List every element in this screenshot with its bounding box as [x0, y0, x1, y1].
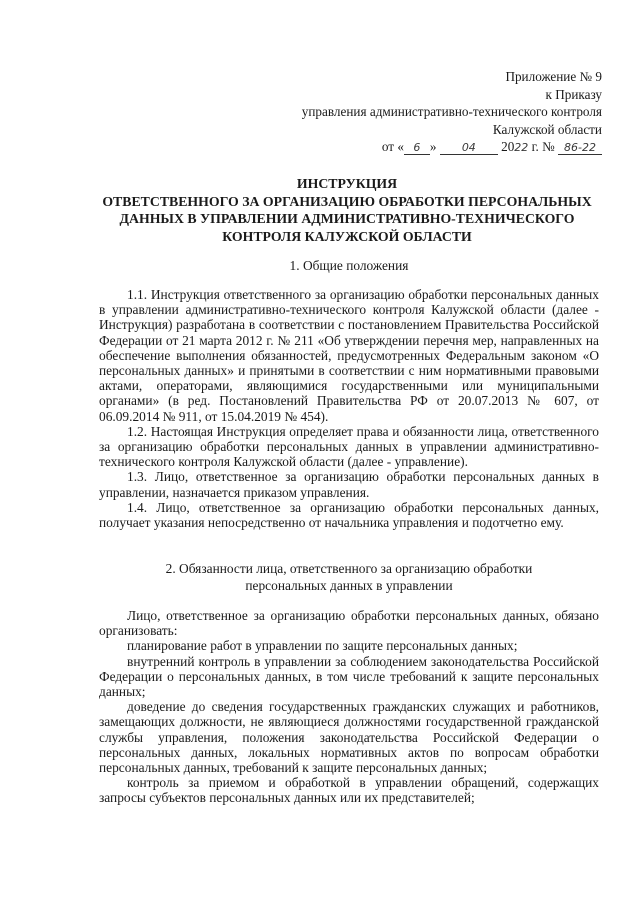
attachment-issuer: управления административно-технического контроля — [301, 104, 602, 119]
order-number: 86-22 — [558, 141, 602, 155]
date-prefix: от « — [381, 139, 404, 154]
date-mid: » — [429, 139, 437, 154]
section-1-body — [99, 287, 599, 530]
title-line-3: ДАННЫХ В УПРАВЛЕНИИ АДМИНИСТРАТИВНО-ТЕХНИЧЕСКОГО — [119, 211, 575, 226]
date-month: 04 — [440, 141, 498, 155]
attachment-region: Калужской области — [492, 121, 602, 137]
section-2-heading-line-2: персональных данных в управлении — [245, 578, 453, 593]
section-2-intro: Лицо, ответственное за организацию обработки персональных данных, обязано организовать: — [99, 608, 599, 639]
title-line-4: КОНТРОЛЯ КАЛУЖСКОЙ ОБЛАСТИ — [222, 228, 472, 244]
paragraph-1-2: 1.2. Настоящая Инструкция определяет права и обязанности лица, ответственного за организацию обработки персональных данных в управлении административно-технического контроля Калужской области (далее - управление). — [99, 423, 599, 470]
attachment-date-line — [302, 138, 602, 157]
attachment-number: Приложение № 9 — [505, 69, 602, 84]
section-2-body — [99, 608, 599, 806]
title-line-1: ИНСТРУКЦИЯ — [296, 176, 398, 191]
date-year-unit: г. № — [531, 139, 555, 154]
paragraph-1-1: 1.1. Инструкция ответственного за организацию обработки персональных данных в управлении административно-технического контроля Калужской области (далее - Инструкция) разработана в соответствии с постановлением Правительства Российской Федерации от 21 марта 2012 г. № 211 «Об утверждении перечня мер, направленных на обеспечение выполнения обязанностей, предусмотренных Федеральным законом «О персональных данных» и принятыми в соответствии с ним нормативными правовыми актами, операторами, являющимися государственными или муниципальными органами» (в ред. Постановлений Правительства РФ от 20.07.2013 № 607, от 06.09.2014 № 911, от 15.04.2019 № 454). — [99, 287, 599, 424]
section-1-heading: 1. Общие положения — [289, 258, 409, 273]
section-2-heading-line-1: 2. Обязанности лица, ответственного за организацию обработки — [165, 561, 533, 576]
duty-item: внутренний контроль в управлении за соблюдением законодательства Российской Федерации о персональных данных, в том числе требований к защите персональных данных; — [99, 653, 599, 700]
date-day: 6 — [404, 141, 430, 155]
document-title — [80, 175, 614, 245]
title-line-2: ОТВЕТСТВЕННОГО ЗА ОРГАНИЗАЦИЮ ОБРАБОТКИ ПЕРСОНАЛЬНЫХ — [102, 193, 592, 209]
section-2-heading — [99, 560, 599, 594]
paragraph-1-3: 1.3. Лицо, ответственное за организацию обработки персональных данных в управлении, назначается приказом управления. — [99, 469, 599, 500]
attachment-block — [302, 68, 602, 157]
duty-item: контроль за приемом и обработкой в управлении обращений, содержащих запросы субъектов персональных данных или их представителей; — [99, 775, 599, 806]
duty-item: доведение до сведения государственных гражданских служащих и работников, замещающих должности, не являющиеся должностями государственной гражданской службы управления, положения законодательства Российской Федерации о персональных данных, локальных нормативных актов по вопросам обработки персональных данных, требований к защите персональных данных; — [99, 699, 599, 776]
duty-item: планирование работ в управлении по защите персональных данных; — [127, 638, 518, 654]
date-year-suffix: 22 — [514, 141, 529, 154]
date-year-prefix: 20 — [501, 139, 515, 154]
paragraph-1-4: 1.4. Лицо, ответственное за организацию обработки персональных данных, получает указания непосредственно от начальника управления и подотчетно ему. — [99, 499, 599, 531]
attachment-order-ref: к Приказу — [545, 86, 602, 102]
